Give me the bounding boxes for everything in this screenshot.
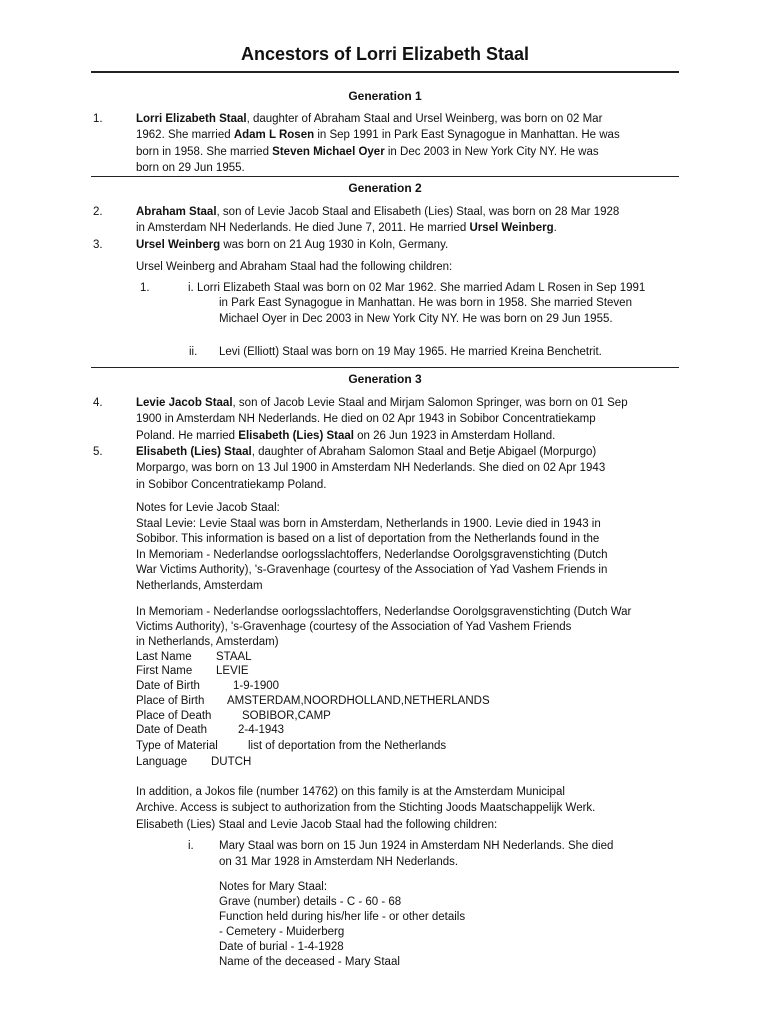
- record-label: Last Name: [136, 651, 192, 663]
- notes-mary: [219, 880, 465, 971]
- record-label: First Name: [136, 665, 193, 677]
- person-name: Lorri Elizabeth Staal: [136, 113, 247, 125]
- entry-text: in Sep 1991 in Park East Synagogue in Manhattan. He was: [314, 129, 620, 142]
- child-text: Michael Oyer in Dec 2003 in New York City NY. He was born on 29 Jun 1955.: [219, 313, 613, 325]
- entry-text: in Dec 2003 in New York City NY. He was: [384, 145, 599, 158]
- notes-heading: Notes for Levie Jacob Staal:: [136, 502, 280, 514]
- entry-text: Morpargo, was born on 13 Jul 1900 in Amsterdam NH Nederlands. She died on 02 Apr 1943: [136, 462, 606, 475]
- entry-text: 1962. She married: [136, 129, 234, 142]
- entry-number: 2.: [93, 206, 103, 218]
- record-value: SOBIBOR,CAMP: [242, 710, 331, 722]
- entry-text: born in 1958. She married: [136, 145, 273, 158]
- record-value: 2-4-1943: [238, 724, 285, 736]
- child-text: i. Lorri Elizabeth Staal was born on 02 Mar 1962. She married Adam L Rosen in Sep 1991: [188, 282, 646, 294]
- entry-number: 1.: [93, 113, 103, 125]
- notes-levie: [136, 501, 676, 595]
- page-title: Ancestors of Lorri Elizabeth Staal: [240, 44, 530, 64]
- notes-line: Sobibor. This information is based on a list of deportation from the Netherlands found in the: [136, 533, 600, 546]
- record-value: list of deportation from the Netherlands: [248, 740, 447, 752]
- notes-line: In addition, a Jokos file (number 14762) on this family is at the Amsterdam Municipal: [136, 786, 565, 798]
- entry-text: in Sobibor Concentratiekamp Poland.: [136, 478, 327, 491]
- memoriam-note: [136, 605, 676, 651]
- record-label: Language: [136, 756, 188, 768]
- entry-text: , daughter of Abraham Staal and Ursel Weinberg, was born on 02 Mar: [246, 113, 603, 125]
- record-value: DUTCH: [211, 756, 252, 768]
- entry-text: born on 29 Jun 1955.: [136, 161, 245, 174]
- title-rule: [91, 71, 679, 73]
- child-text: Mary Staal was born on 15 Jun 1924 in Amsterdam NH Nederlands. She died: [219, 840, 614, 852]
- generation-divider: [91, 367, 679, 368]
- child-number: ii.: [189, 346, 198, 358]
- entry-text: , son of Levie Jacob Staal and Elisabeth (Lies) Staal, was born on 28 Mar 1928: [216, 206, 620, 218]
- entry-ursel: [136, 237, 676, 253]
- jokos-note: [136, 784, 676, 833]
- entry-text: Poland. He married: [136, 429, 239, 442]
- generation-1-heading: Generation 1: [348, 89, 422, 103]
- child-number: i.: [188, 840, 194, 852]
- entry-text: .: [553, 222, 557, 235]
- child-text: Levi (Elliott) Staal was born on 19 May 1965. He married Kreina Benchetrit.: [219, 346, 602, 358]
- person-name: Abraham Staal: [136, 206, 217, 218]
- record-label: Date of Birth: [136, 680, 200, 692]
- child-text: on 31 Mar 1928 in Amsterdam NH Nederlands.: [219, 856, 459, 868]
- generation-2-heading: Generation 2: [348, 181, 422, 195]
- entry-text: was born on 21 Aug 1930 in Koln, Germany.: [220, 239, 449, 251]
- entry-text: 1900 in Amsterdam NH Nederlands. He died on 02 Apr 1943 in Sobibor Concentratiekamp: [136, 413, 596, 426]
- notes-line: Elisabeth (Lies) Staal and Levie Jacob Staal had the following children:: [136, 818, 498, 831]
- child-text: in Park East Synagogue in Manhattan. He was born in 1958. She married Steven: [219, 297, 632, 309]
- notes-line: War Victims Authority), 's-Gravenhage (courtesy of the Association of Yad Vashem Friends in: [136, 564, 608, 577]
- record-value: LEVIE: [216, 665, 249, 677]
- notes-line: In Memoriam - Nederlandse oorlogsslachtoffers, Nederlandse Oorolgsgravenstichting (Dutch War: [136, 606, 632, 618]
- child-number: 1.: [140, 282, 150, 294]
- entry-abraham: [136, 204, 676, 237]
- person-name: Elisabeth (Lies) Staal: [136, 446, 252, 458]
- notes-heading: Notes for Mary Staal:: [219, 881, 328, 893]
- spouse-name: Elisabeth (Lies) Staal: [238, 429, 354, 442]
- record-label: Type of Material: [136, 740, 218, 752]
- notes-line: Netherlands, Amsterdam: [136, 579, 263, 592]
- entry-text: in Amsterdam NH Nederlands. He died June 7, 2011. He married: [136, 222, 470, 235]
- person-name: Levie Jacob Staal: [136, 397, 233, 409]
- record-value: STAAL: [216, 651, 252, 663]
- notes-line: in Netherlands, Amsterdam): [136, 636, 279, 649]
- children-intro: Ursel Weinberg and Abraham Staal had the following children:: [136, 261, 453, 273]
- spouse-name: Ursel Weinberg: [469, 222, 554, 235]
- record-value: AMSTERDAM,NOORDHOLLAND,NETHERLANDS: [227, 695, 490, 707]
- generation-divider: [91, 176, 679, 177]
- notes-line: In Memoriam - Nederlandse oorlogsslachtoffers, Nederlandse Oorolgsgravenstichting (Dutch: [136, 548, 608, 561]
- notes-line: Grave (number) details - C - 60 - 68: [219, 896, 402, 909]
- notes-line: Victims Authority), 's-Gravenhage (courtesy of the Association of Yad Vashem Friends: [136, 621, 572, 634]
- entry-elisabeth: [136, 444, 676, 493]
- record-value: 1-9-1900: [233, 680, 280, 692]
- spouse-name: Steven Michael Oyer: [272, 145, 385, 158]
- notes-line: Archive. Access is subject to authorization from the Stichting Joods Maatschappelijk Werk.: [136, 802, 596, 815]
- entry-text: , son of Jacob Levie Staal and Mirjam Salomon Springer, was born on 01 Sep: [232, 397, 628, 409]
- entry-text: , daughter of Abraham Salomon Staal and Betje Abigael (Morpurgo): [251, 446, 597, 458]
- spouse-name: Adam L Rosen: [233, 129, 315, 142]
- entry-lorri: [136, 111, 676, 176]
- record-label: Date of Death: [136, 724, 207, 736]
- notes-line: Staal Levie: Levie Staal was born in Amsterdam, Netherlands in 1900. Levie died in 1943 in: [136, 517, 601, 530]
- entry-number: 5.: [93, 446, 103, 458]
- person-name: Ursel Weinberg: [136, 239, 221, 251]
- record-label: Place of Birth: [136, 695, 205, 707]
- notes-line: Date of burial - 1-4-1928: [219, 941, 344, 954]
- record-label: Place of Death: [136, 710, 212, 722]
- generation-3-heading: Generation 3: [348, 372, 422, 386]
- notes-line: - Cemetery - Muiderberg: [219, 926, 345, 939]
- entry-levie: [136, 395, 676, 444]
- notes-line: Name of the deceased - Mary Staal: [219, 956, 400, 969]
- entry-text: on 26 Jun 1923 in Amsterdam Holland.: [353, 429, 556, 442]
- entry-number: 4.: [93, 397, 103, 409]
- notes-line: Function held during his/her life - or other details: [219, 911, 466, 924]
- entry-number: 3.: [93, 239, 103, 251]
